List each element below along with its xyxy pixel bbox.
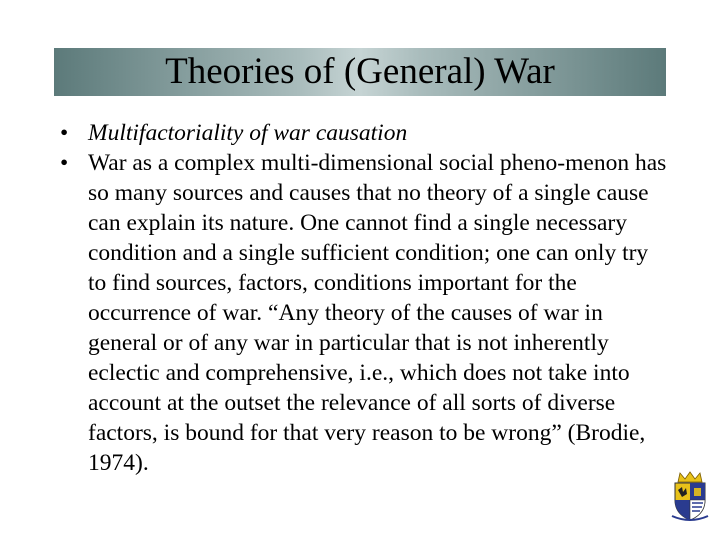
bullet-list <box>60 118 670 478</box>
title-bar <box>54 48 666 96</box>
bullet-text: War as a complex multi-dimensional social pheno-menon has so many sources and causes that no theory of a single cause can explain its nature. One cannot find a single necessary condition and a single sufficient condition; one can only try to find sources, factors, conditions important for the occurrence of war. “Any theory of the causes of war in general or of any war in particular that is not inherently eclectic and comprehensive, i.e., which does not take into account at the outset the relevance of all sorts of diverse factors, is bound for that very reason to be wrong” (Brodie, 1974). <box>88 150 667 476</box>
bullet-text: Multifactoriality of war causation <box>88 120 408 146</box>
bullet-item <box>60 118 670 148</box>
bullet-marker: • <box>60 120 69 146</box>
coat-of-arms-icon <box>670 470 710 522</box>
slide-title: Theories of (General) War <box>165 51 555 92</box>
bullet-item <box>60 148 670 478</box>
bullet-marker: • <box>60 150 69 176</box>
